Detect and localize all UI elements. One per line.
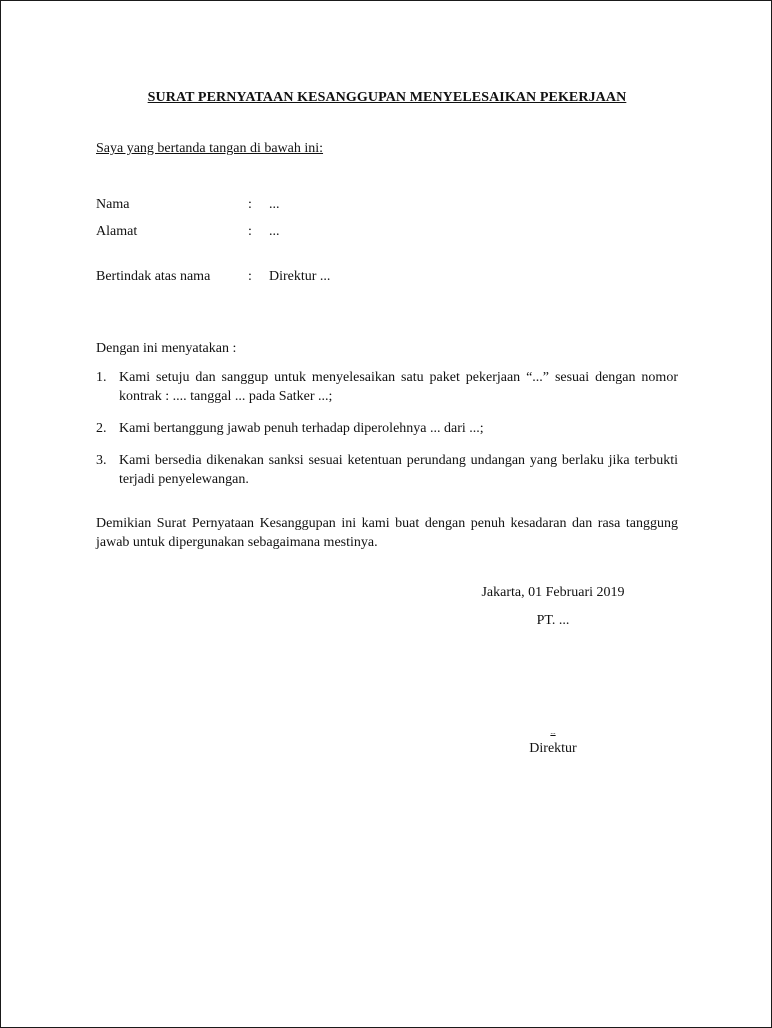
field-value-bertindak: Direktur ... xyxy=(269,269,331,284)
field-colon: : xyxy=(248,224,252,239)
signer-position: Direktur xyxy=(529,741,577,756)
field-row-bertindak xyxy=(96,269,678,287)
statement-text: Kami bersedia dikenakan sanksi sesuai ketentuan perundang undangan yang berlaku jika terbukti terjadi penyelewangan. xyxy=(119,453,678,487)
field-label-alamat: Alamat xyxy=(96,224,138,239)
place-date: Jakarta, 01 Februari 2019 xyxy=(481,585,625,600)
statement-number: 1. xyxy=(96,370,107,385)
statement-list xyxy=(96,368,678,502)
field-value-nama: ... xyxy=(269,197,280,212)
statement-item xyxy=(96,419,678,438)
company-name: PT. ... xyxy=(536,613,570,628)
signer-name: ... xyxy=(550,728,556,736)
statement-text: Kami bertanggung jawab penuh terhadap diperolehnya ... dari ...; xyxy=(119,421,484,436)
field-colon: : xyxy=(248,197,252,212)
field-value-alamat: ... xyxy=(269,224,280,239)
intro-text: Saya yang bertanda tangan di bawah ini: xyxy=(96,141,324,156)
statement-number: 2. xyxy=(96,421,107,436)
statement-item xyxy=(96,368,678,406)
field-row-nama xyxy=(96,197,678,215)
field-label-bertindak: Bertindak atas nama xyxy=(96,269,211,284)
field-colon: : xyxy=(248,269,252,284)
field-label-nama: Nama xyxy=(96,197,130,212)
statement-text: Kami setuju dan sanggup untuk menyelesaikan satu paket pekerjaan “...” sesuai dengan nomor kontrak : .... tanggal ... pada Satker ...; xyxy=(119,370,678,404)
closing-paragraph: Demikian Surat Pernyataan Kesanggupan ini kami buat dengan penuh kesadaran dan rasa tanggung jawab untuk dipergunakan sebagaimana mestinya. xyxy=(96,516,678,550)
declaration-intro: Dengan ini menyatakan : xyxy=(96,341,237,356)
document-title: SURAT PERNYATAAN KESANGGUPAN MENYELESAIKAN PEKERJAAN xyxy=(147,90,627,105)
statement-number: 3. xyxy=(96,453,107,468)
statement-item xyxy=(96,451,678,489)
field-row-alamat xyxy=(96,224,678,242)
